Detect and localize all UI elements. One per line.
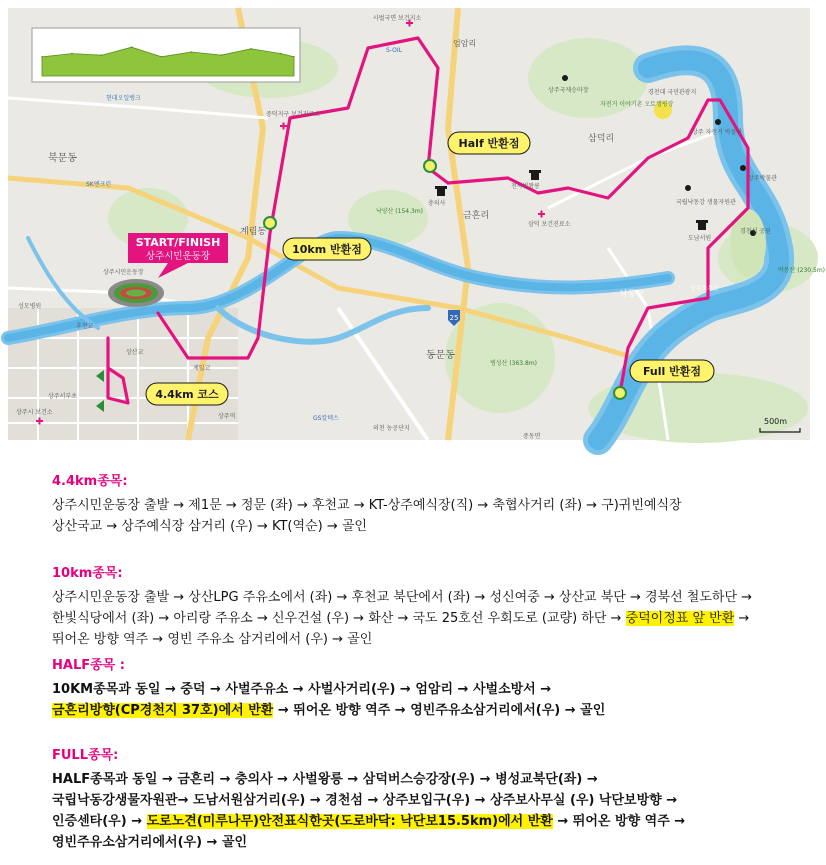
elevation-profile-inset xyxy=(32,28,300,82)
route-text: 인증센타(우) → xyxy=(52,814,147,829)
stadium-icon xyxy=(108,279,164,307)
route-line xyxy=(52,495,792,516)
route-text: 한빛식당에서 (좌) → 아리랑 주유소 → 신우건설 (우) → 화산 → 국도 25호선 우회도로 (교량) 하단 → xyxy=(52,611,626,626)
route-line xyxy=(52,629,792,650)
route-text: 상주시민운동장 출발 → 상산LPG 주유소에서 (좌) → 후천교 북단에서 (좌) → 성신여중 → 상산교 북단 → 경북선 철도하단 → xyxy=(52,590,753,605)
label-gyeongcheonseom: 경천섬 공원 xyxy=(740,228,771,235)
label-nakyangsan: 낙양산 (154.3m) xyxy=(376,208,423,215)
route-line xyxy=(52,608,792,629)
turnaround-highlight: 도로노견(미루나무)안전표식한곳(도로바닥: 낙단보15.5km)에서 반환 xyxy=(146,814,553,829)
label-jungdong: 중동면 xyxy=(523,433,541,440)
route-text: 10KM종목과 동일 → 중덕 → 사벌주유소 → 사벌사거리(우) → 엄암리 → 사벌소방서 → xyxy=(52,682,552,697)
label-sangdeok-clinic: 삼덕 보건진료소 xyxy=(528,221,571,228)
route-text: 상산국교 → 상주예식장 삼거리 (우) → KT(역순) → 골인 xyxy=(52,519,367,534)
route-line xyxy=(52,832,792,853)
label-byeongseongsan: 병성산 (363.8m) xyxy=(490,360,537,367)
section-title: HALF종목 : xyxy=(52,658,125,673)
route-text: → xyxy=(734,611,750,626)
route-line xyxy=(52,811,792,832)
label-soil: S-OIL xyxy=(386,47,402,54)
course-map xyxy=(8,8,825,440)
elevation-point xyxy=(101,54,103,56)
label-jungdeok-clinic: 중덕지구 보건진료소 xyxy=(266,111,321,118)
route-text: 국립낙동강생물자원관→ 도남서원삼거리(우) → 경천섬 → 상주보입구(우) → 상주보사무실 (우) 낙단보방향 → xyxy=(52,793,678,808)
elevation-point xyxy=(280,53,282,55)
label-jeonsa-tomb: 전사벌왕릉 xyxy=(511,183,540,190)
route-line xyxy=(52,700,792,721)
km10-marker-label: 10km 반환점 xyxy=(292,243,362,256)
section-full xyxy=(52,744,792,853)
elevation-point xyxy=(293,56,295,58)
route-line xyxy=(52,679,792,700)
label-uicheon: 의천 농공단지 xyxy=(373,425,410,432)
route-text: → 뛰어온 방향 역주 → xyxy=(552,814,686,829)
svg-text:500m: 500m xyxy=(764,417,788,426)
label-sangju-museum: 상주박물관 xyxy=(748,175,777,182)
label-jajeon-museum: 상주 자전거 박물관 xyxy=(692,129,743,136)
route-text: 상주시민운동장 출발 → 제1문 → 정문 (좌) → 후천교 → KT-상주예식장(직) → 축협사거리 (좌) → 구)귀빈예식장 xyxy=(52,498,682,513)
half-marker-label: Half 반환점 xyxy=(458,137,520,150)
label-jeilgyo: 제일교 xyxy=(193,365,211,372)
route-line xyxy=(52,516,792,537)
elevation-point xyxy=(41,56,43,58)
turnaround-highlight: 중덕이정표 앞 반환 xyxy=(625,611,735,626)
label-sk: SK엔크린 xyxy=(86,181,112,188)
label-bakbongsan: 박봉산 (230.5m) xyxy=(778,267,825,274)
label-hospital: 성모병원 xyxy=(18,303,42,310)
section-10km xyxy=(52,562,792,650)
start-finish-title: START/FINISH xyxy=(135,236,221,249)
elevation-point xyxy=(191,51,193,53)
section-body xyxy=(52,587,792,650)
section-title: 10km종목: xyxy=(52,566,123,581)
section-half xyxy=(52,654,792,721)
section-body xyxy=(52,769,792,853)
elevation-point xyxy=(161,56,163,58)
elevation-point xyxy=(220,54,222,56)
section-body xyxy=(52,495,792,537)
route-text: 뛰어온 방향 역주 → 영빈 주유소 삼거리에서 (우) → 골인 xyxy=(52,632,373,647)
label-chungeuisa: 충의사 xyxy=(428,200,446,207)
label-nakdonggang: 낙동강 xyxy=(620,289,644,298)
section-4-4km xyxy=(52,470,792,537)
elevation-point xyxy=(250,48,252,50)
label-hyundai: 현대오일뱅크 xyxy=(106,95,141,102)
start-finish-subtitle: 상주시민운동장 xyxy=(145,251,211,262)
label-station: 상주역 xyxy=(218,413,236,420)
label-dongmundong: 동문동 xyxy=(426,350,455,361)
label-gyeongcheondae: 경천대 국민관광지 xyxy=(648,89,697,96)
label-geryeong: 계림동 xyxy=(240,227,267,237)
km4-4-marker-label: 4.4km 코스 xyxy=(155,388,219,401)
route-line xyxy=(52,790,792,811)
section-title: 4.4km종목: xyxy=(52,474,128,489)
label-sampyeongri: 삼덕리 xyxy=(588,134,615,144)
section-body xyxy=(52,679,792,721)
route-line xyxy=(52,587,792,608)
label-sabeol-clinic: 사벌국면 보건지소 xyxy=(373,15,422,22)
section-title: FULL종목: xyxy=(52,748,119,763)
label-sangju-inn: 상주국제승마장 xyxy=(548,87,589,94)
label-sangsanggyo: 상산교 xyxy=(126,349,144,356)
route-text: 영빈주유소삼거리에서(우) → 골인 xyxy=(52,835,248,850)
route-text: HALF종목과 동일 → 금흔리 → 충의사 → 사벌왕릉 → 삼덕버스승강장(우) → 병성교북단(좌) → xyxy=(52,772,598,787)
label-sangju-sports: 상주시민운동장 xyxy=(103,269,144,276)
label-jajeon-road: 자전거 이야기촌 오토캠핑장 xyxy=(600,101,674,108)
label-geumheunri: 금흔리 xyxy=(463,211,490,221)
label-sangju-school: 상주서부초 xyxy=(48,393,77,400)
label-hucheongyo: 후천교 xyxy=(76,323,94,330)
full-marker-label: Full 반환점 xyxy=(642,365,702,378)
label-yeommaeri: 엄암리 xyxy=(453,39,477,48)
route-text: → 뛰어온 방향 역주 → 영빈주유소삼거리에서(우) → 골인 xyxy=(273,703,606,718)
label-sangju-bo: 상주보우안 xyxy=(690,285,719,292)
label-bukmundong: 북문동 xyxy=(48,153,77,164)
label-sangju-cityhall: 상주시 보건소 xyxy=(16,409,53,416)
elevation-point xyxy=(131,46,133,48)
label-resource-center: 국립낙동강 생물자원관 xyxy=(676,199,736,206)
route-line xyxy=(52,769,792,790)
svg-text:25: 25 xyxy=(449,314,459,322)
turnaround-highlight: 금흔리방향(CP경천지 37호)에서 반환 xyxy=(52,703,274,718)
label-dosanseowon: 도남서원 xyxy=(688,235,712,242)
label-gs: GS칼텍스 xyxy=(313,415,339,422)
elevation-point xyxy=(71,53,73,55)
